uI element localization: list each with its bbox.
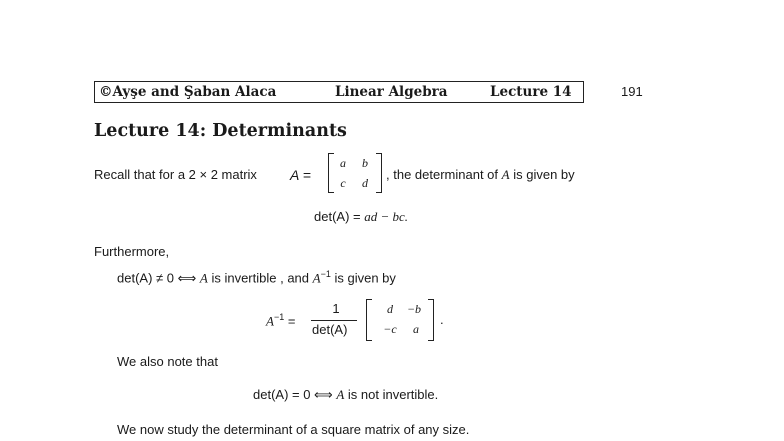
section-title: Lecture 14: Determinants [94, 121, 347, 141]
not-invertible-rhs: is not invertible. [347, 387, 439, 402]
header-authors: ©Ayşe and Şaban Alaca [99, 84, 277, 100]
page-number: 191 [621, 84, 643, 99]
matrix-cell: b [362, 156, 368, 170]
header-course: Linear Algebra [335, 84, 448, 100]
fraction-bar [311, 320, 357, 321]
inverse-lhs-sup: −1 [273, 312, 285, 322]
invertible-A: A [199, 270, 208, 286]
invertible-end: is given by [334, 270, 396, 286]
not-invertible-line [253, 387, 438, 403]
closing-text: We now study the determinant of a square matrix of any size. [117, 422, 470, 437]
inverse-matrix-cell: −b [406, 302, 422, 316]
det-formula [314, 209, 408, 225]
not-invertible-lhs: det(A) = 0 ⟺ [253, 387, 333, 402]
inverse-period: . [440, 312, 444, 327]
recall-suffix [386, 167, 575, 183]
det-formula-rhs: ad − bc. [364, 209, 409, 224]
running-header [94, 81, 584, 103]
inverse-denominator: det(A) [312, 322, 348, 337]
furthermore-text: Furthermore, [94, 244, 170, 259]
inverse-eq: = [287, 313, 296, 329]
invertible-sup: −1 [320, 269, 331, 279]
invertible-line [117, 269, 396, 286]
matrix-cell: c [340, 176, 346, 190]
recall-suffix-text: , the determinant of [386, 167, 499, 182]
recall-A-eq: A = [290, 167, 311, 183]
invertible-lhs: det(A) ≠ 0 ⟺ [117, 270, 197, 286]
recall-suffix-text-2: is given by [513, 167, 575, 182]
matrix-cell: d [362, 176, 368, 190]
invertible-mid: is invertible , and [211, 270, 310, 286]
inverse-matrix-cell: −c [383, 322, 397, 336]
matrix-left-bracket [328, 153, 334, 193]
inverse-lhs [266, 312, 295, 329]
inverse-matrix-right-bracket [428, 299, 434, 341]
inverse-matrix-cell: d [387, 302, 393, 316]
det-formula-lhs: det(A) = [314, 209, 361, 224]
recall-suffix-A: A [501, 167, 510, 182]
note-text: We also note that [117, 354, 218, 369]
recall-prefix: Recall that for a 2 × 2 matrix [94, 167, 257, 182]
invertible-Ainv: A [312, 270, 321, 286]
inverse-matrix-cell: a [413, 322, 419, 336]
header-lecture: Lecture 14 [490, 84, 572, 100]
not-invertible-A: A [336, 387, 345, 402]
inverse-lhs-A: A [266, 313, 274, 329]
inverse-matrix-left-bracket [366, 299, 372, 341]
inverse-numerator: 1 [332, 301, 340, 316]
matrix-right-bracket [376, 153, 382, 193]
matrix-cell: a [340, 156, 346, 170]
